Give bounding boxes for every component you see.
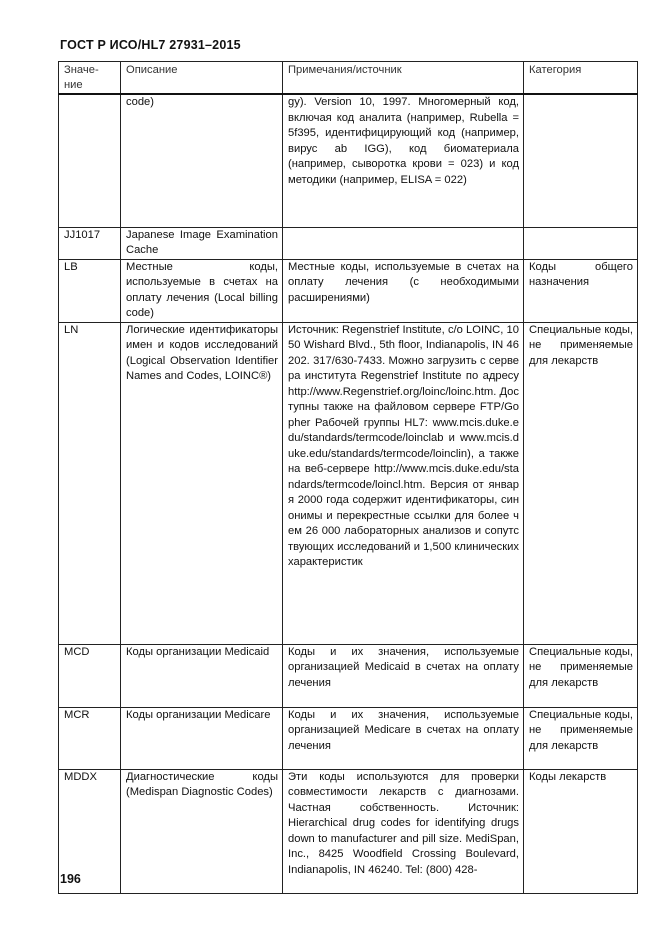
table-row <box>59 259 638 322</box>
cell-category <box>524 227 638 259</box>
cell-description: Japanese Image Examination Cache <box>121 227 283 259</box>
codes-table <box>58 61 638 894</box>
table-row <box>59 707 638 769</box>
cell-notes: Коды и их значения, используемые организацией Medicare в счетах на оплату лечения <box>283 707 524 769</box>
cell-notes: gy). Version 10, 1997. Многомерный код, включая код аналита (например, Rubella = 5f395, идентифицирующий код (например, вирус ab IGG), код биоматериала (например, сыворотка крови = 023) и код методики (например, ELISA = 022) <box>283 94 524 227</box>
cell-description: Коды организации Medicaid <box>121 644 283 707</box>
cell-notes: Эти коды используются для проверки совместимости лекарств с диагнозами. Частная собственность. Источник: Hierarchical drug codes for identifying drugs down to manufacturer and pill size. MediSpan, Inc., 8425 Woodfield Crossing Boulevard, Indianapolis, IN 46240. Tel: (800) 428- <box>283 769 524 893</box>
cell-description: Диагностические коды (Medispan Diagnostic Codes) <box>121 769 283 893</box>
cell-description: Коды организации Medicare <box>121 707 283 769</box>
cell-code: MCD <box>59 644 121 707</box>
page-number: 196 <box>60 872 81 886</box>
cell-category: Коды общего назначения <box>524 259 638 322</box>
cell-category <box>524 94 638 227</box>
table-row <box>59 227 638 259</box>
column-header-category: Категория <box>524 62 638 95</box>
cell-category: Специальные коды, не применяемые для лекарств <box>524 707 638 769</box>
table-row <box>59 769 638 893</box>
column-header-description: Описание <box>121 62 283 95</box>
cell-category: Коды лекарств <box>524 769 638 893</box>
cell-description: code) <box>121 94 283 227</box>
cell-code: MCR <box>59 707 121 769</box>
cell-code <box>59 94 121 227</box>
cell-notes: Местные коды, используемые в счетах на оплату лечения (с необходимыми расширениями) <box>283 259 524 322</box>
cell-description: Логические идентификаторы имен и кодов исследований (Logical Observation Identifier Names and Codes, LOINC®) <box>121 322 283 644</box>
document-header: ГОСТ Р ИСО/HL7 27931–2015 <box>60 38 241 52</box>
cell-notes: Источник: Regenstrief Institute, c/o LOINC, 1050 Wishard Blvd., 5th floor, Indianapolis, IN 46202. 317/630-7433. Можно загрузить с сервера института Regenstrief Institute по адресу http://www.Regenstrief.org/loinc/loinc.htm. Доступны также на файловом сервере FTP/Gopher Рабочей группы HL7: www.mcis.duke.edu/standards/termcode/loinclab и www.mcis.duke.edu/standards/termcode/loinclin), а также на веб-сервере http://www.mcis.duke.edu/standards/termcode/loincl.htm. Версия от января 2000 года содержит идентификаторы, синонимы и перекрестные ссылки для более чем 26 000 лабораторных анализов и сопутствующих исследований и 1,500 клинических характеристик <box>283 322 524 644</box>
cell-notes <box>283 227 524 259</box>
cell-category: Специальные коды, не применяемые для лекарств <box>524 322 638 644</box>
cell-category: Специальные коды, не применяемые для лекарств <box>524 644 638 707</box>
cell-notes: Коды и их значения, используемые организацией Medicaid в счетах на оплату лечения <box>283 644 524 707</box>
column-header-notes: Примечания/источник <box>283 62 524 95</box>
column-header-value-line: ние <box>64 79 83 91</box>
table-header-row <box>59 62 638 95</box>
cell-code: MDDX <box>59 769 121 893</box>
cell-description: Местные коды, используемые в счетах на оплату лечения (Local billing code) <box>121 259 283 322</box>
table-row <box>59 94 638 227</box>
column-header-value <box>59 62 121 95</box>
cell-code: LN <box>59 322 121 644</box>
table-row <box>59 644 638 707</box>
table-row <box>59 322 638 644</box>
cell-code: LB <box>59 259 121 322</box>
cell-code: JJ1017 <box>59 227 121 259</box>
column-header-value-line: Значе- <box>64 64 99 76</box>
